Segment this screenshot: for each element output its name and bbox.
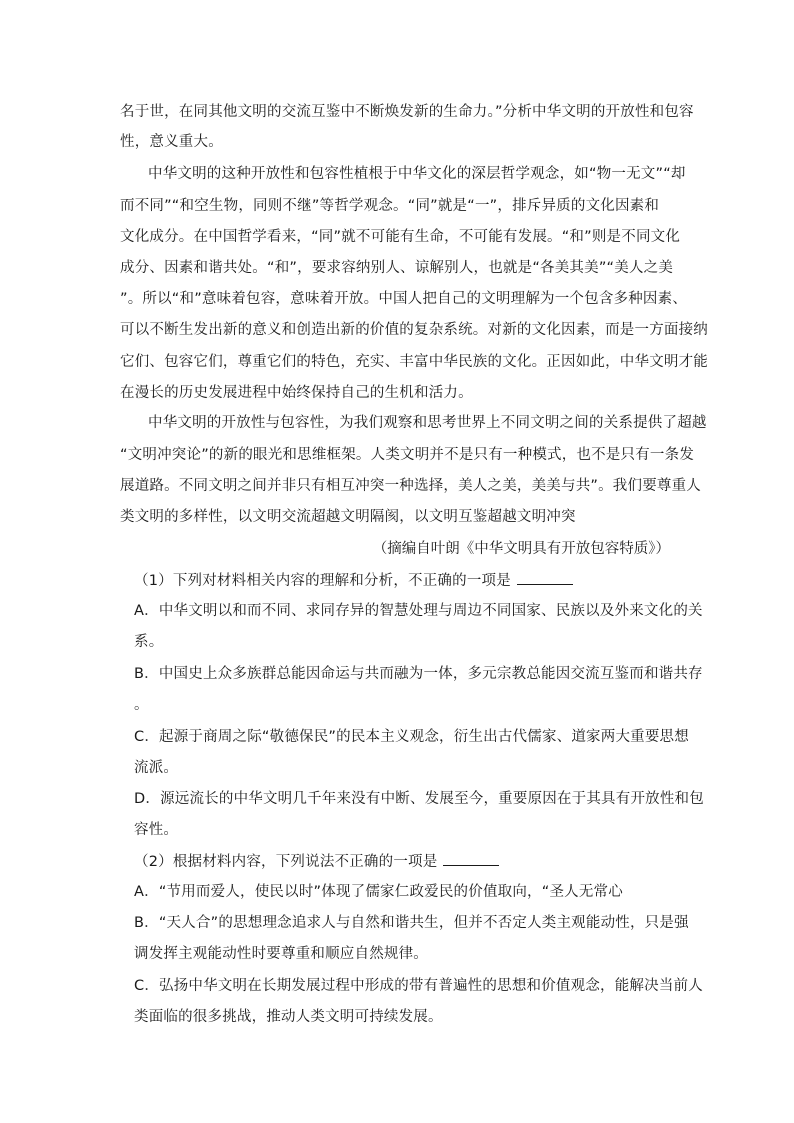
q1-option-c-cont: 流派。	[134, 760, 179, 776]
passage-line: 可以不断生发出新的意义和创造出新的价值的复杂系统。对新的文化因素，而是一方面接纳	[120, 322, 708, 338]
q2-option-c-cont: 类面临的很多挑战，推动人类文明可持续发展。	[134, 1009, 443, 1025]
source-citation: （摘编自叶朗《中华文明具有开放包容特质》）	[372, 541, 670, 557]
passage-line: 中华文明的开放性与包容性，为我们观察和思考世界上不同文明之间的关系提供了超越	[148, 415, 707, 431]
passage-line: 展道路。不同文明之间并非只有相互冲突一种选择，美人之美，美美与共”。我们要尊重人	[120, 478, 702, 494]
passage-line: 成分、因素和谐共处。“和”，要求容纳别人、谅解别人，也就是“各美其美”“美人之美	[120, 260, 674, 276]
answer-blank[interactable]	[443, 851, 499, 866]
q1-option-c: C．起源于商周之际“敬德保民”的民本主义观念，衍生出古代儒家、道家两大重要思想	[134, 729, 689, 745]
q2-option-b: B．“天人合”的思想理念追求人与自然和谐共生，但并不否定人类主观能动性，只是强	[134, 915, 689, 931]
q1-option-d-cont: 容性。	[134, 822, 179, 838]
q1-option-b-cont: 。	[134, 697, 149, 713]
passage-line: 它们、包容它们，尊重它们的特色，充实、丰富中华民族的文化。正因如此，中华文明才能	[120, 354, 708, 370]
answer-blank[interactable]	[517, 570, 573, 585]
passage-line: 中华文明的这种开放性和包容性植根于中华文化的深层哲学观念，如“物一无文”“却	[148, 166, 686, 182]
passage-line: 在漫长的历史发展进程中始终保持自己的生机和活力。	[120, 385, 473, 401]
q1-option-d: D．源远流长的中华文明几千年来没有中断、发展至今，重要原因在于其具有开放性和包	[134, 791, 704, 807]
q2-option-b-cont: 调发挥主观能动性时要尊重和顺应自然规律。	[134, 946, 428, 962]
question-1-stem: （1）下列对材料相关内容的理解和分析，不正确的一项是	[134, 570, 694, 591]
passage-line: 类文明的多样性，以文明交流超越文明隔阂，以文明互鉴超越文明冲突	[120, 509, 576, 525]
passage-line: “文明冲突论”的新的眼光和思维框架。人类文明并不是只有一种模式，也不是只有一条发	[120, 447, 695, 463]
q1-option-b: B．中国史上众多族群总能因命运与共而融为一体，多元宗教总能因交流互鉴而和谐共存	[134, 666, 703, 682]
q2-option-c: C．弘扬中华文明在长期发展过程中形成的带有普遍性的思想和价值观念，能解决当前人	[134, 978, 703, 994]
q1-option-a-cont: 系。	[134, 634, 164, 650]
passage-line: 名于世，在同其他文明的交流互鉴中不断焕发新的生命力。”分析中华文明的开放性和包容	[120, 104, 694, 120]
passage-line: 而不同”“和空生物，同则不继”等哲学观念。“同”就是“一”，排斥异质的文化因素和	[120, 198, 660, 214]
passage-line: 文化成分。在中国哲学看来，“同”就不可能有生命，不可能有发展。“和”则是不同文化	[120, 229, 681, 245]
question-2-stem: （2）根据材料内容，下列说法不正确的一项是	[134, 851, 694, 872]
q1-option-a: A．中华文明以和而不同、求同存异的智慧处理与周边不同国家、民族以及外来文化的关	[134, 603, 703, 619]
passage-line: 性，意义重大。	[120, 134, 223, 150]
q2-option-a: A．“节用而爱人，使民以时”体现了儒家仁政爱民的价值取向，“圣人无常心	[134, 884, 623, 900]
passage-line: ”。所以“和”意味着包容，意味着开放。中国人把自己的文明理解为一个包含多种因素、	[120, 291, 688, 307]
